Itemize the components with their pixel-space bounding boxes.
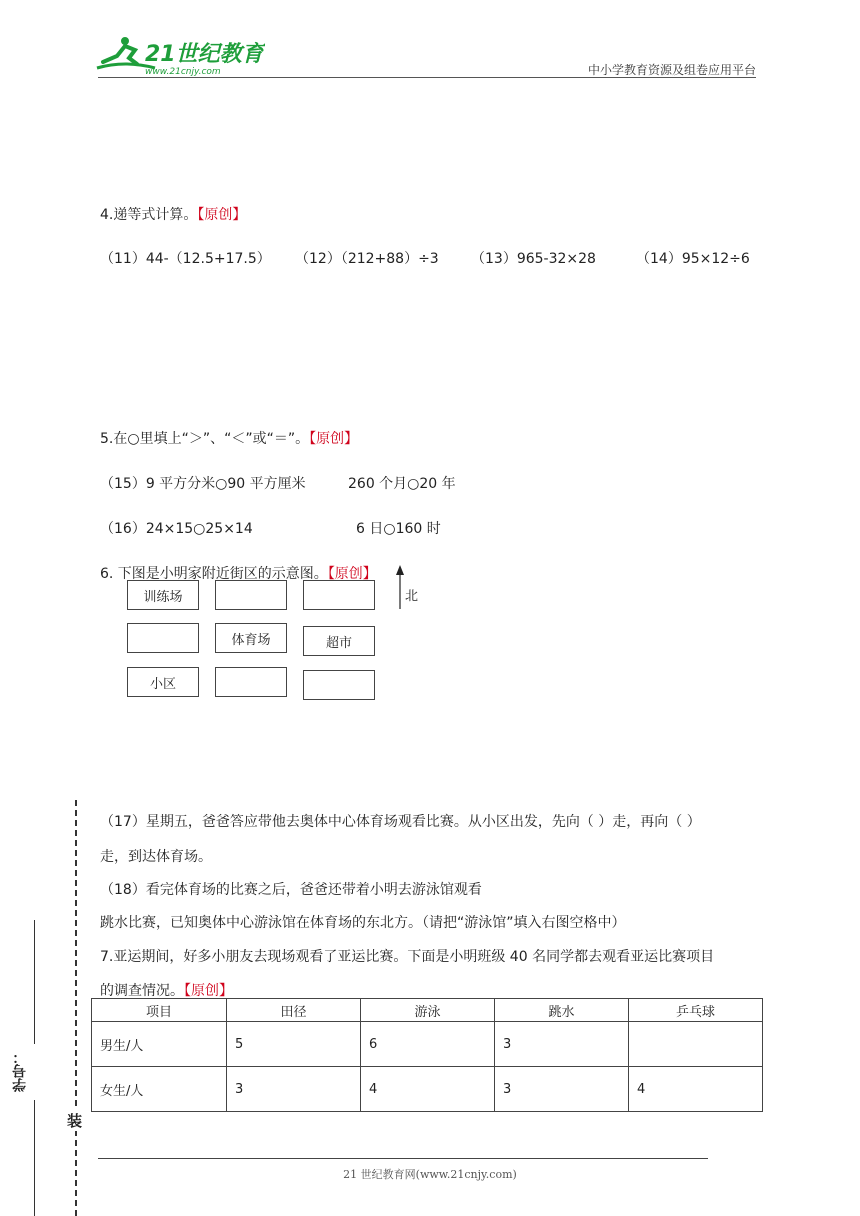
north-label: 北 (405, 589, 419, 604)
q7-line1: 7.亚运期间，好多小朋友去现场观看了亚运比赛。下面是小明班级 40 名同学都去观看亚运比赛项目 (100, 949, 715, 965)
logo-text: 21世纪教育 (145, 42, 264, 67)
margin-line (34, 1100, 35, 1216)
table-cell: 3 (495, 1067, 629, 1112)
q7-line2: 的调查情况。【原创】 (100, 983, 233, 999)
q5-row2b: 6 日○160 时 (356, 521, 441, 537)
map-cell-8[interactable] (215, 667, 287, 697)
table-header: 田径 (227, 999, 361, 1022)
map-cell-2[interactable] (215, 580, 287, 610)
footer-rule (98, 1158, 708, 1159)
map-cell-7: 小区 (127, 667, 199, 697)
table-cell: 男生/人 (92, 1022, 227, 1067)
table-cell: 3 (227, 1067, 361, 1112)
table-cell: 6 (361, 1022, 495, 1067)
platform-name: 中小学教育资源及组卷应用平台 (587, 63, 756, 77)
q4-item-13: （13）965-32×28 (471, 251, 596, 267)
table-cell: 3 (495, 1022, 629, 1067)
map-cell-1: 训练场 (127, 580, 199, 610)
binding-label: 装 (67, 1112, 83, 1130)
table-cell: 4 (361, 1067, 495, 1112)
table-row (92, 1067, 763, 1112)
student-id-label: 学号： (12, 1050, 28, 1092)
sports-table (91, 998, 763, 1112)
footer-text: 21 世纪教育网(www.21cnjy.com) (343, 1168, 517, 1181)
q5-row1b: 260 个月○20 年 (348, 476, 456, 492)
binding-dashed-line (75, 800, 77, 1216)
map-cell-4[interactable] (127, 623, 199, 653)
map-cell-9[interactable] (303, 670, 375, 700)
q4-title: 4.递等式计算。【原创】 (100, 207, 247, 223)
header-rule (98, 77, 756, 78)
table-header: 游泳 (361, 999, 495, 1022)
q5-title: 5.在○里填上“＞”、“＜”或“＝”。【原创】 (100, 431, 359, 447)
table-cell: 4 (629, 1067, 763, 1112)
map-cell-3[interactable] (303, 580, 375, 610)
table-cell (629, 1022, 763, 1067)
q4-item-11: （11）44-（12.5+17.5） (100, 251, 271, 267)
table-header: 跳水 (495, 999, 629, 1022)
q4-item-14: （14）95×12÷6 (636, 251, 750, 267)
table-header: 项目 (92, 999, 227, 1022)
q18-line2: 跳水比赛，已知奥体中心游泳馆在体育场的东北方。（请把“游泳馆”填入右图空格中） (100, 915, 626, 931)
q5-row1a: （15）9 平方分米○90 平方厘米 (100, 476, 306, 492)
logo-url: www.21cnjy.com (145, 67, 221, 77)
q5-row2a: （16）24×15○25×14 (100, 521, 253, 537)
table-cell: 5 (227, 1022, 361, 1067)
q18-line1: （18）看完体育场的比赛之后，爸爸还带着小明去游泳馆观看 (100, 882, 482, 898)
table-header: 乒乓球 (629, 999, 763, 1022)
q17-line1: （17）星期五，爸爸答应带他去奥体中心体育场观看比赛。从小区出发，先向（ ）走，再向（ ） (100, 814, 701, 830)
map-cell-6: 超市 (303, 626, 375, 656)
margin-line (34, 920, 35, 1044)
table-header-row (92, 999, 763, 1022)
q4-item-12: （12）（212+88）÷3 (295, 251, 439, 267)
table-cell: 女生/人 (92, 1067, 227, 1112)
table-row (92, 1022, 763, 1067)
q6-title: 6. 下图是小明家附近街区的示意图。【原创】 (100, 566, 377, 582)
q17-line2: 走，到达体育场。 (100, 849, 212, 865)
logo (95, 34, 265, 78)
map-cell-5: 体育场 (215, 623, 287, 653)
